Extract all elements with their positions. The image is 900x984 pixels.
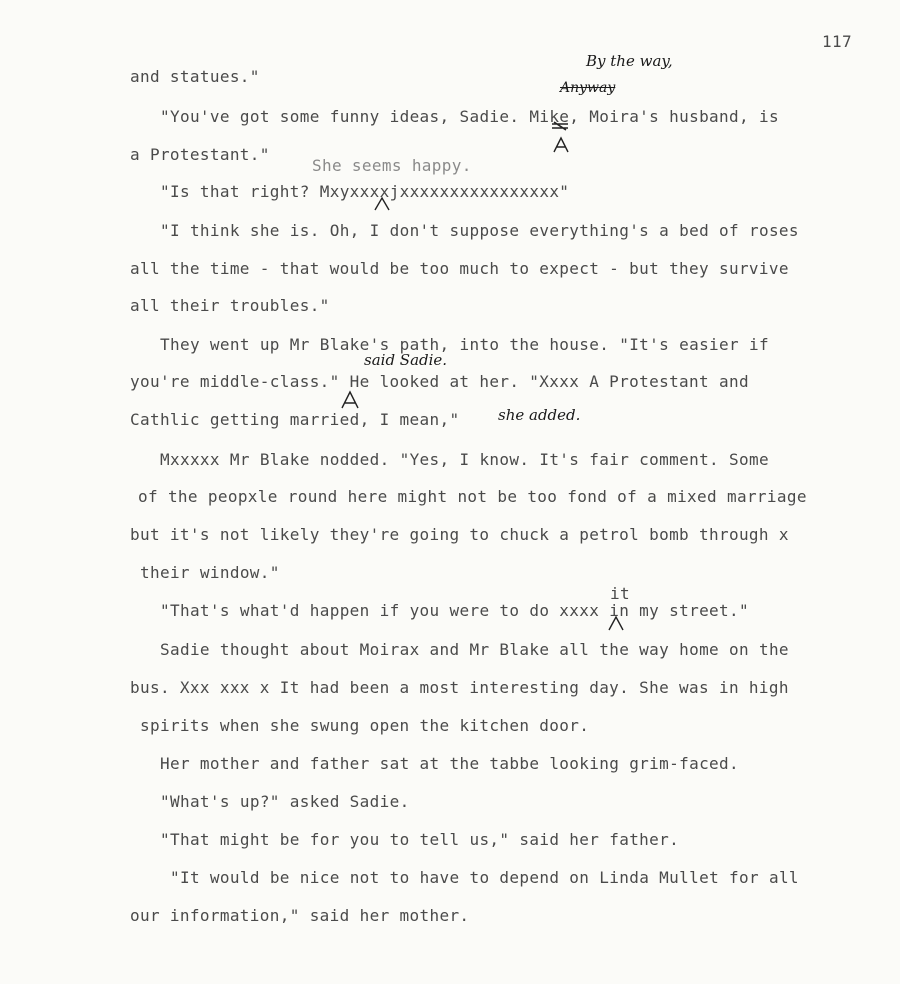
text-line-struck: "Is that right? Mxyxxxxjxxxxxxxxxxxxxxxx" [160,182,570,201]
text-line: Mxxxxx Mr Blake nodded. "Yes, I know. It's fair comment. Some [160,450,769,469]
text-line: "What's up?" asked Sadie. [160,792,410,811]
handwritten-by-the-way: By the way, [586,52,673,70]
text-line: and statues." [130,67,260,86]
caret-icon [606,614,626,632]
text-line: "It would be nice not to have to depend on Linda Mullet for all [170,868,799,887]
text-line: our information," said her mother. [130,906,470,925]
text-line: Sadie thought about Moirax and Mr Blake all the way home on the [160,640,789,659]
text-line: bus. Xxx xxx x It had been a most interesting day. She was in high [130,678,789,697]
text-line: you're middle-class." He looked at her. "Xxxx A Protestant and [130,372,749,391]
typed-insertion-it: it [610,584,630,603]
text-line: of the peopxle round here might not be too fond of a mixed marriage [138,487,807,506]
page-number: 117 [822,32,852,51]
text-line: all their troubles." [130,296,330,315]
handwritten-she-added: she added. [498,406,581,424]
text-line: They went up Mr Blake's path, into the house. "It's easier if [160,335,769,354]
text-line: their window." [140,563,280,582]
text-line: Cathlic getting married, I mean," [130,410,460,429]
text-line: spirits when she swung open the kitchen door. [140,716,590,735]
text-line: all the time - that would be too much to expect - but they survive [130,259,789,278]
struck-anyway: Anyway [560,80,616,96]
text-line: but it's not likely they're going to chuck a petrol bomb through x [130,525,789,544]
typed-insertion-she-seems-happy: She seems happy. [312,156,472,175]
caret-icon [372,196,392,212]
handwritten-said-sadie: said Sadie. [364,351,448,369]
caret-icon [338,384,362,410]
text-line: "That's what'd happen if you were to do xxxx in my street." [160,601,749,620]
text-line: "You've got some funny ideas, Sadie. Mike, Moira's husband, is [160,107,779,126]
text-line: "I think she is. Oh, I don't suppose everything's a bed of roses [160,221,799,240]
text-line: a Protestant." [130,145,270,164]
text-line: Her mother and father sat at the tabbe looking grim-faced. [160,754,740,773]
text-line: "That might be for you to tell us," said her father. [160,830,680,849]
